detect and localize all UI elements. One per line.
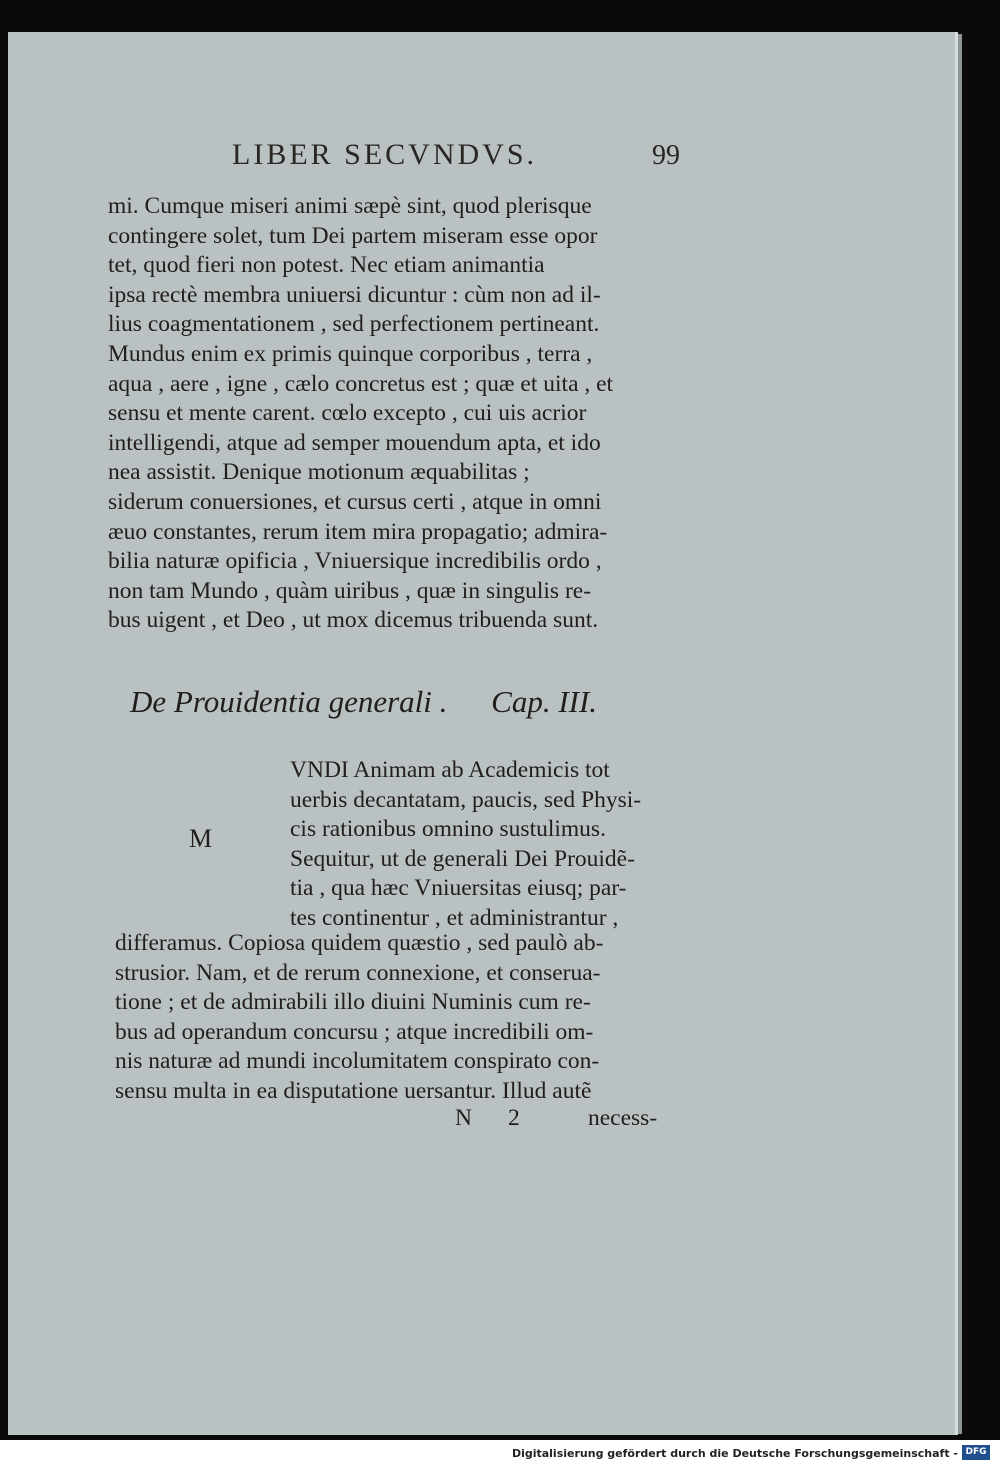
text-line: nis naturæ ad mundi incolumitatem conspirato con- xyxy=(115,1048,600,1075)
paragraph-2-indented xyxy=(290,756,690,934)
text-line: siderum conuersiones, et cursus certi , atque in omni xyxy=(108,488,602,515)
running-head xyxy=(232,138,792,178)
text-line: nea assistit. Denique motionum æquabilitas ; xyxy=(108,459,530,486)
text-line: tia , qua hæc Vniuersitas eiusq; par- xyxy=(290,875,627,902)
text-line: lius coagmentationem , sed perfectionem pertineant. xyxy=(108,311,600,338)
text-line: tet, quod fieri non potest. Nec etiam animantia xyxy=(108,252,545,279)
text-line: Mundus enim ex primis quinque corporibus , terra , xyxy=(108,340,593,367)
text-line: intelligendi, atque ad semper mouendum apta, et ido xyxy=(108,429,601,456)
chapter-number: Cap. III. xyxy=(491,684,598,719)
text-line: aqua , aere , igne , cælo concretus est ; quæ et uita , et xyxy=(108,370,614,397)
text-line: bus ad operandum concursu ; atque incredibili om- xyxy=(115,1018,594,1045)
text-line: VNDI Animam ab Academicis tot xyxy=(290,757,610,783)
signature-number: 2 xyxy=(508,1105,520,1131)
chapter-title: De Prouidentia generali . xyxy=(130,684,448,719)
text-line: contingere solet, tum Dei partem miseram esse opor xyxy=(108,222,598,249)
text-line: differamus. Copiosa quidem quæstio , sed paulò ab- xyxy=(115,930,604,956)
paragraph-2 xyxy=(115,929,695,1107)
text-line: mi. Cumque miseri animi sæpè sint, quod plerisque xyxy=(108,193,592,219)
text-line: tione ; et de admirabili illo diuini Numinis cum re- xyxy=(115,989,591,1016)
text-line: strusior. Nam, et de rerum connexione, et conserua- xyxy=(115,959,601,986)
page-edge xyxy=(958,34,962,1434)
text-line: sensu et mente carent. cœlo excepto , cui uis acrior xyxy=(108,400,587,427)
signature-mark: N xyxy=(455,1105,472,1131)
text-line: uerbis decantatam, paucis, sed Physi- xyxy=(290,786,642,813)
page-number: 99 xyxy=(652,140,680,171)
footer-bar xyxy=(0,1440,1000,1467)
text-line: cis rationibus omnino sustulimus. xyxy=(290,816,606,843)
text-line: Sequitur, ut de generali Dei Prouidẽ- xyxy=(290,845,635,872)
chapter-heading xyxy=(130,684,690,720)
text-line: bilia naturæ opificia , Vniuersique incredibilis ordo , xyxy=(108,548,602,575)
text-line: æuo constantes, rerum item mira propagatio; admira- xyxy=(108,518,608,545)
funding-notice: Digitalisierung gefördert durch die Deutsche Forschungsgemeinschaft - xyxy=(511,1447,958,1460)
text-line: tes continentur , et administrantur , xyxy=(290,904,619,931)
text-line: bus uigent , et Deo , ut mox dicemus tribuenda sunt. xyxy=(108,607,599,634)
dfg-logo-icon: DFG xyxy=(962,1445,990,1460)
text-line: non tam Mundo , quàm uiribus , quæ in singulis re- xyxy=(108,577,592,604)
catchword: necess- xyxy=(588,1105,658,1131)
text-line: sensu multa in ea disputatione uersantur. Illud autẽ xyxy=(115,1077,592,1104)
drop-cap: M xyxy=(189,824,213,853)
text-line: ipsa rectè membra uniuersi dicuntur : cùm non ad il- xyxy=(108,281,601,308)
paragraph-1 xyxy=(108,192,690,636)
running-head-title: LIBER SECVNDVS. xyxy=(232,138,538,171)
